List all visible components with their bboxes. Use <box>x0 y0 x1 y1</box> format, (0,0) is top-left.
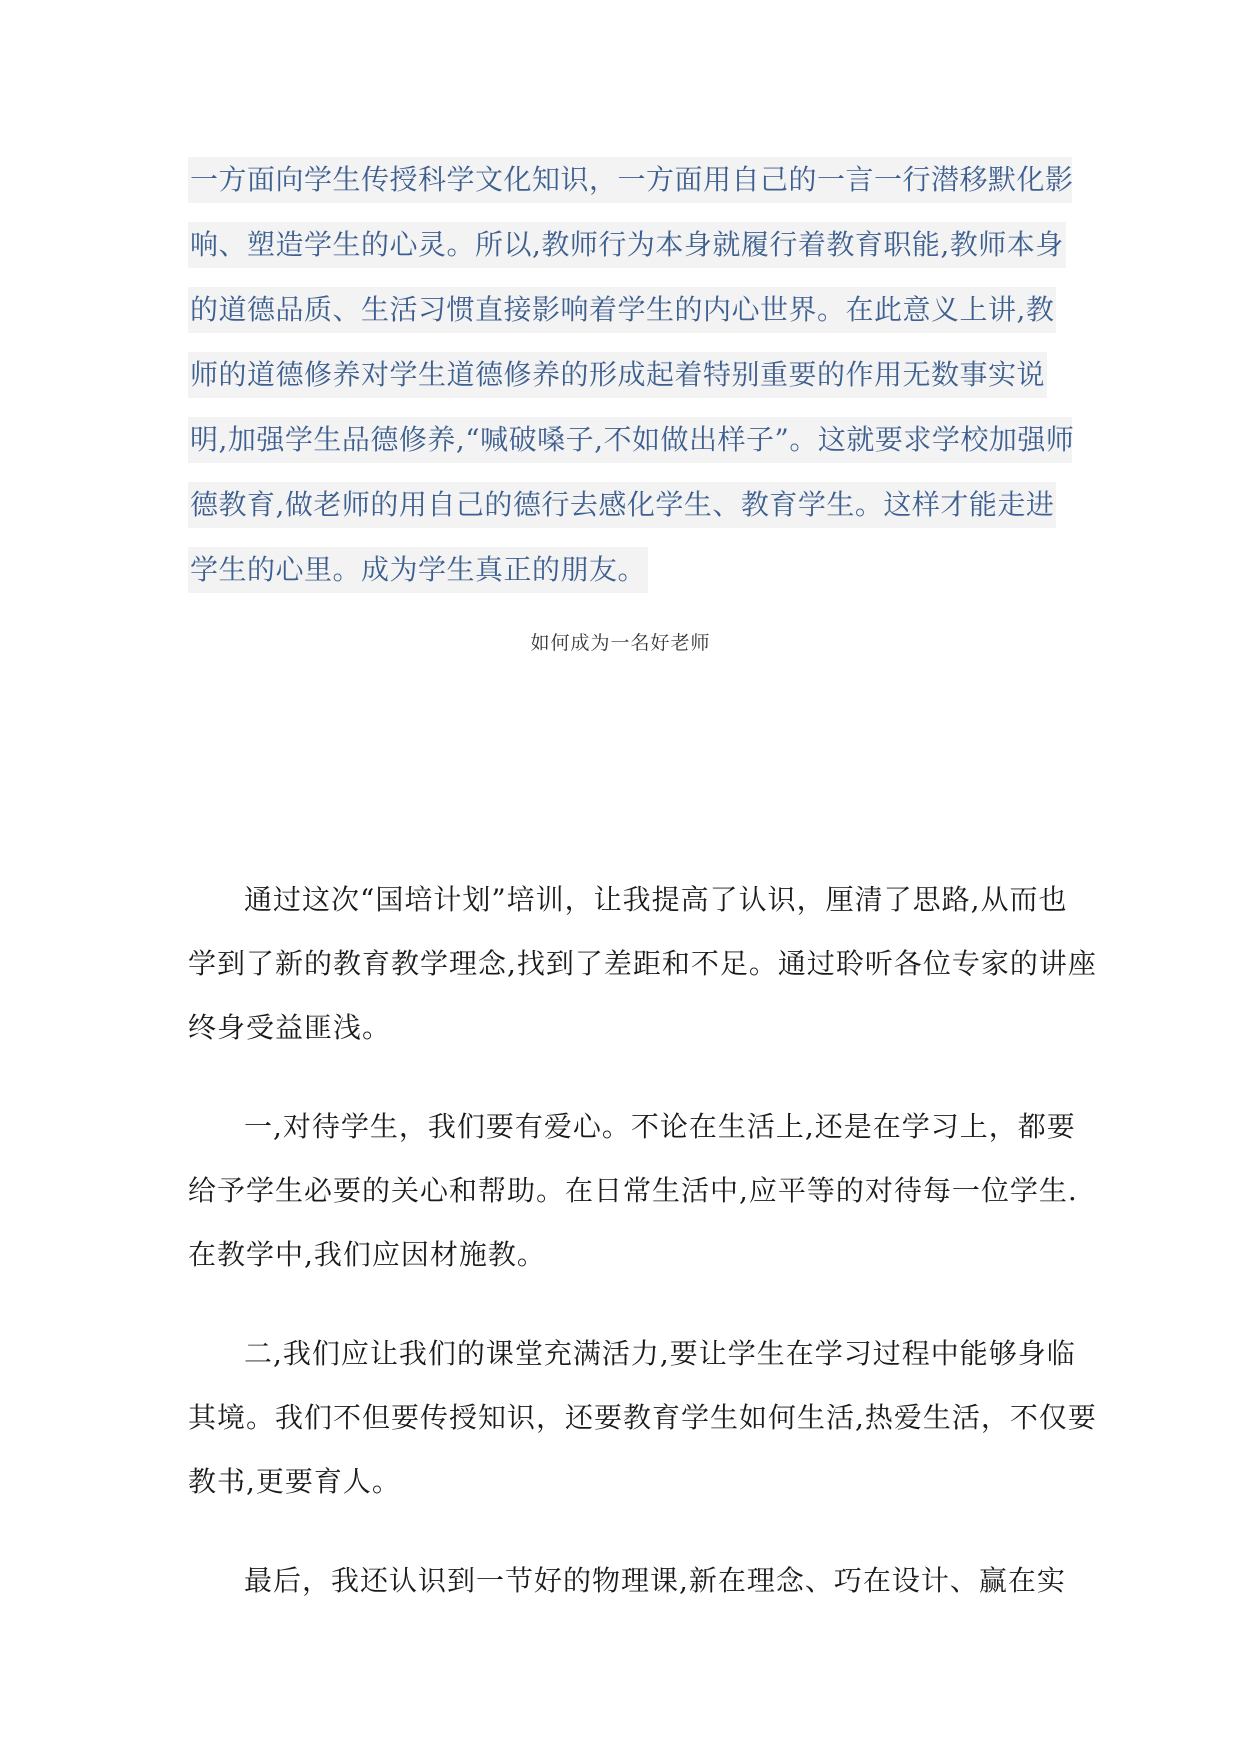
paragraph-line: 在教学中,我们应因材施教。 <box>188 1238 546 1271</box>
excerpt-line: 德教育,做老师的用自己的德行去感化学生、教育学生。这样才能走进 <box>188 482 1056 528</box>
excerpt-line: 响、塑造学生的心灵。所以,教师行为本身就履行着教育职能,教师本身 <box>188 222 1066 268</box>
highlighted-excerpt <box>188 157 1075 612</box>
paragraph-line: 最后，我还认识到一节好的物理课,新在理念、巧在设计、赢在实 <box>244 1564 1066 1597</box>
paragraph <box>188 868 1097 1060</box>
excerpt-line: 的道德品质、生活习惯直接影响着学生的内心世界。在此意义上讲,教 <box>188 287 1056 333</box>
excerpt-line: 一方面向学生传授科学文化知识，一方面用自己的一言一行潜移默化影 <box>188 157 1072 203</box>
paragraph-line: 通过这次“国培计划”培训，让我提高了认识，厘清了思路,从而也 <box>244 883 1068 916</box>
paragraph-line: 一,对待学生，我们要有爱心。不论在生活上,还是在学习上，都要 <box>244 1110 1076 1143</box>
body-text <box>188 868 1097 1648</box>
excerpt-line: 学生的心里。成为学生真正的朋友。 <box>188 547 648 593</box>
paragraph-line: 给予学生必要的关心和帮助。在日常生活中,应平等的对待每一位学生. <box>188 1174 1078 1207</box>
document-caption: 如何成为一名好老师 <box>530 632 711 654</box>
paragraph-line: 学到了新的教育教学理念,找到了差距和不足。通过聆听各位专家的讲座 <box>188 947 1097 980</box>
paragraph <box>188 1095 1078 1287</box>
paragraph <box>188 1322 1097 1514</box>
excerpt-line: 师的道德修养对学生道德修养的形成起着特别重要的作用无数事实说 <box>188 352 1047 398</box>
paragraph-line: 教书,更要育人。 <box>188 1465 401 1498</box>
excerpt-line: 明,加强学生品德修养,“喊破嗓子,不如做出样子”。这就要求学校加强师 <box>188 417 1072 463</box>
paragraph-line: 其境。我们不但要传授知识，还要教育学生如何生活,热爱生活，不仅要 <box>188 1401 1097 1434</box>
paragraph <box>188 1549 1068 1613</box>
paragraph-line: 终身受益匪浅。 <box>188 1011 392 1044</box>
paragraph-line: 二,我们应让我们的课堂充满活力,要让学生在学习过程中能够身临 <box>244 1337 1076 1370</box>
